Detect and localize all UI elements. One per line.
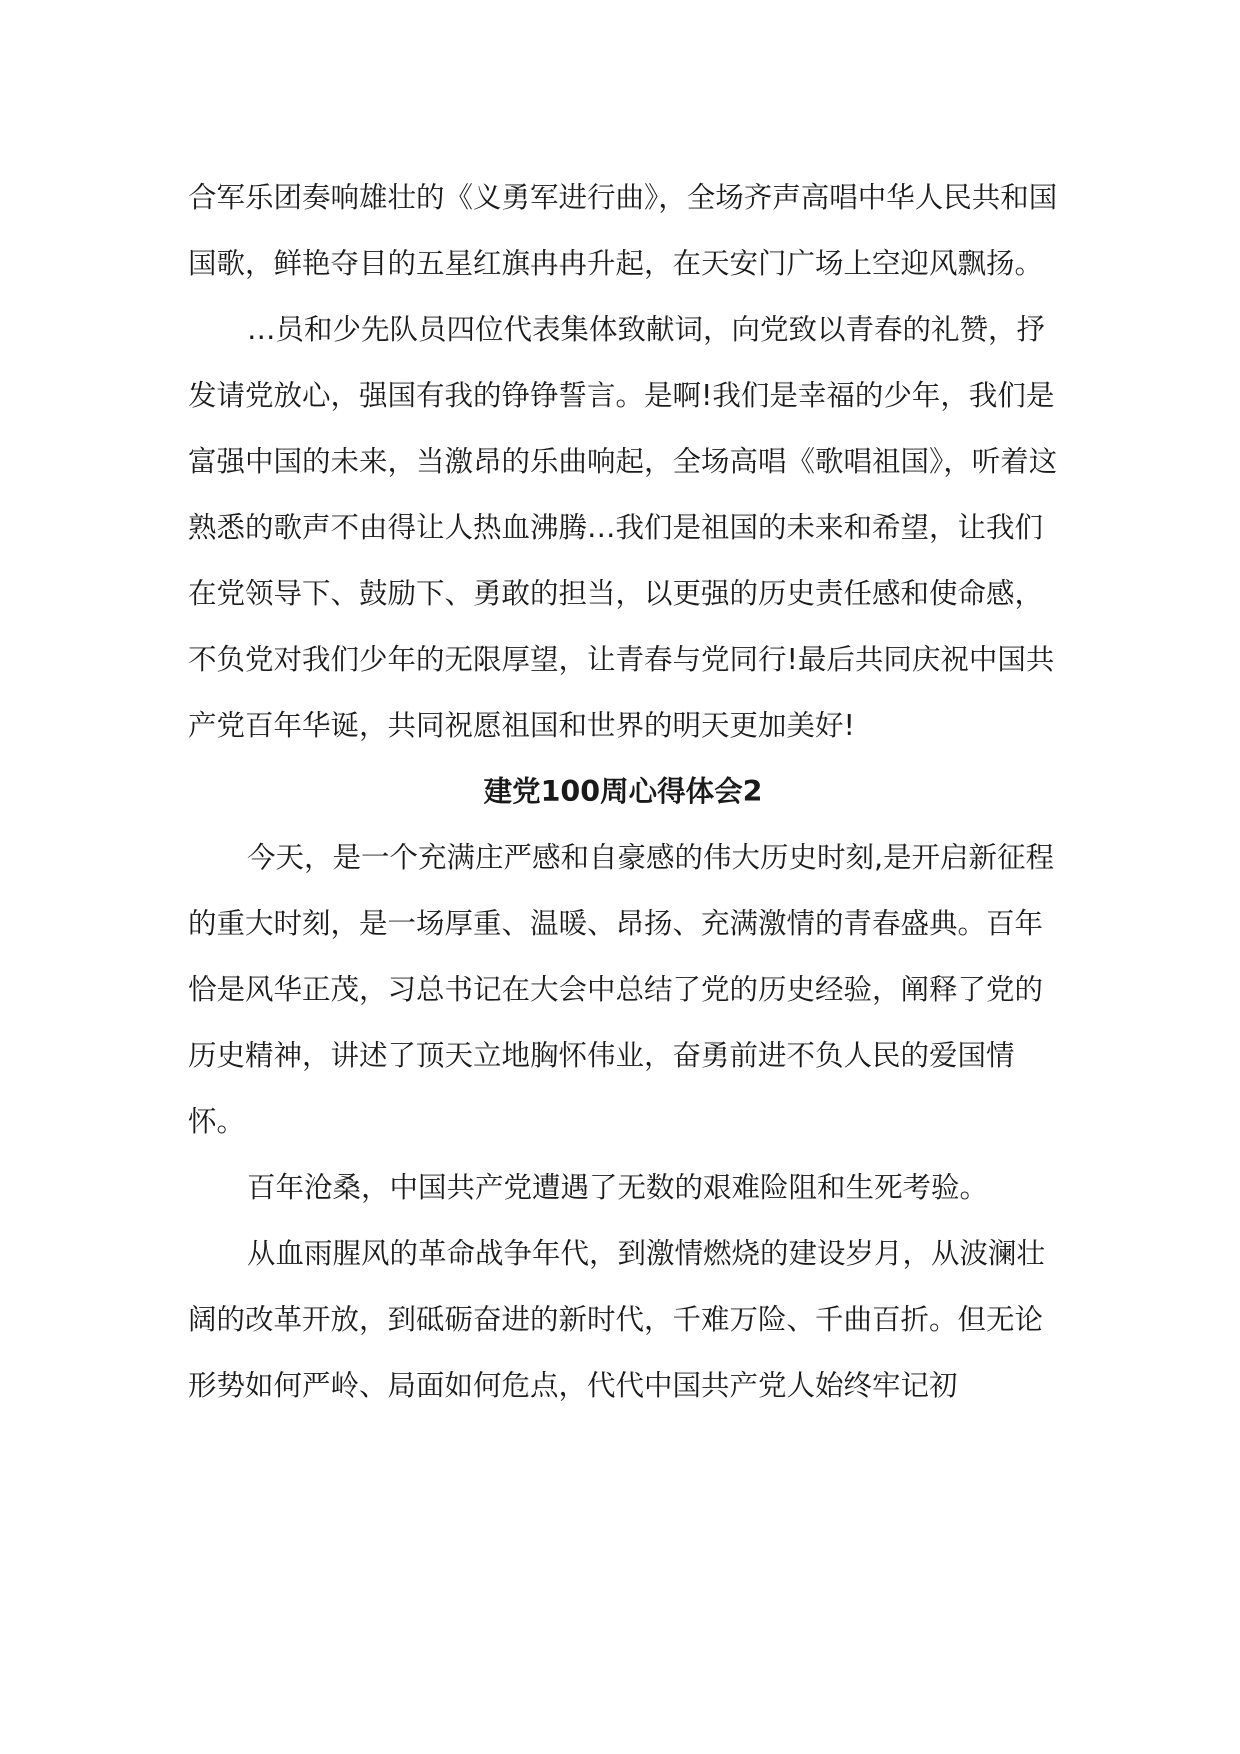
section-heading: 建党100周心得体会2 [483, 775, 763, 808]
paragraph-revolution-era: 从血雨腥风的革命战争年代，到激情燃烧的建设岁月，从波澜壮阔的改革开放，到砥砺奋进的新时代，千难万险、千曲百折。但无论形势如何严岭、局面如何危点，代代中国共产党人始终牢记初 [188, 1237, 1046, 1402]
paragraph-hundred-years: 百年沧桑，中国共产党遭遇了无数的艰难险阻和生死考验。 [247, 1171, 989, 1204]
paragraph-youth-pledge: …员和少先队员四位代表集体致献词，向党致以青春的礼赞，抒发请党放心，强国有我的铮铮誓言。是啊!我们是幸福的少年，我们是富强中国的未来，当激昂的乐曲响起，全场高唱《歌唱祖国》，听着这熟悉的歌声不由得让人热血沸腾…我们是祖国的未来和希望，让我们在党领导下、鼓励下、勇敢的担当，以更强的历史责任感和使命感，不负党对我们少年的无限厚望，让青春与党同行!最后共同庆祝中国共产党百年华诞，共同祝愿祖国和世界的明天更加美好! [188, 313, 1058, 742]
document-body [188, 165, 1058, 1419]
paragraph-national-anthem: 合军乐团奏响雄壮的《义勇军进行曲》，全场齐声高唱中华人民共和国国歌，鲜艳夺目的五星红旗冉冉升起，在天安门广场上空迎风飘扬。 [188, 181, 1058, 280]
paragraph-historic-moment: 今天，是一个充满庄严感和自豪感的伟大历史时刻,是开启新征程的重大时刻，是一场厚重、温暖、昂扬、充满激情的青春盛典。百年恰是风华正茂，习总书记在大会中总结了党的历史经验，阐释了党的历史精神，讲述了顶天立地胸怀伟业，奋勇前进不负人民的爱国情怀。 [188, 841, 1055, 1138]
